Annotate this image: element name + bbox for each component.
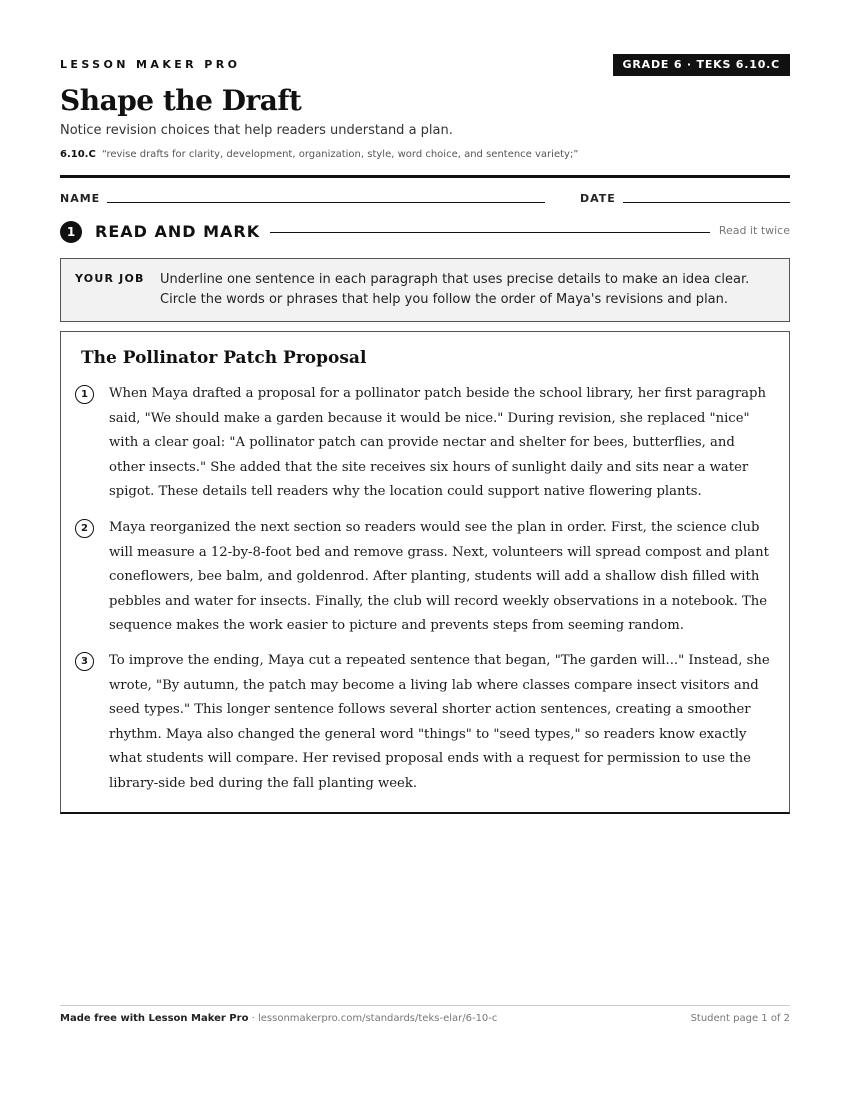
job-instruction-2: Circle the words or phrases that help you follow the order of Maya's revisions and plan. bbox=[160, 291, 729, 307]
date-label: DATE bbox=[580, 192, 616, 205]
paragraph-text: Maya reorganized the next section so readers would see the plan in order. First, the science club will measure a 12-by-8-foot bed and remove grass. Next, volunteers will spread compost and plant coneflowers, bee balm, and goldenrod. After planting, students will add a shallow dish filled with pebbles and water for insects. Finally, the club will record weekly observations in a notebook. The sequence makes the work easier to picture and prevents steps from seeming random. bbox=[109, 520, 769, 634]
paragraph-number-badge: 1 bbox=[75, 385, 94, 404]
date-line[interactable] bbox=[623, 202, 790, 203]
section-title: READ AND MARK bbox=[95, 222, 261, 241]
brand-name: LESSON MAKER PRO bbox=[60, 58, 241, 71]
grade-badge: GRADE 6 · TEKS 6.10.C bbox=[613, 54, 790, 76]
name-date-row bbox=[60, 191, 790, 207]
job-label: YOUR JOB bbox=[75, 272, 145, 285]
footer-credit bbox=[60, 1013, 497, 1024]
name-label: NAME bbox=[60, 192, 101, 205]
section-note: Read it twice bbox=[718, 224, 790, 237]
footer-page-number: Student page 1 of 2 bbox=[690, 1013, 790, 1024]
name-line[interactable] bbox=[107, 202, 545, 203]
page-subtitle: Notice revision choices that help readers understand a plan. bbox=[60, 123, 453, 138]
standard-text: “revise drafts for clarity, development, organization, style, word choice, and sentence variety;” bbox=[101, 149, 579, 160]
section-header bbox=[60, 220, 790, 244]
footer-separator: · bbox=[248, 1013, 258, 1024]
job-box bbox=[60, 258, 790, 322]
footer-made-with: Made free with Lesson Maker Pro bbox=[60, 1013, 249, 1024]
header-divider bbox=[60, 175, 790, 178]
job-instructions bbox=[160, 270, 780, 309]
footer-url[interactable]: lessonmakerpro.com/standards/teks-elar/6-10-c bbox=[257, 1013, 498, 1024]
passage-box bbox=[60, 331, 790, 814]
footer-divider bbox=[60, 1005, 790, 1006]
section-rule bbox=[270, 232, 710, 233]
standard-code: 6.10.C bbox=[60, 149, 96, 160]
section-number-badge: 1 bbox=[60, 221, 82, 243]
paragraph-number-badge: 3 bbox=[75, 652, 94, 671]
standard-reference bbox=[60, 149, 579, 160]
paragraph-text: To improve the ending, Maya cut a repeated sentence that began, "The garden will..." Instead, she wrote, "By autumn, the patch may become a living lab where classes compare insect visitors and seed types." This longer sentence follows several shorter action sentences, creating a smoother rhythm. Maya also changed the general word "things" to "seed types," so readers know exactly what students will compare. Her revised proposal ends with a request for permission to use the library-side bed during the fall planting week. bbox=[109, 653, 770, 791]
job-instruction-1: Underline one sentence in each paragraph that uses precise details to make an idea clear. bbox=[160, 272, 750, 287]
paragraph-number-badge: 2 bbox=[75, 519, 94, 538]
paragraph-text: When Maya drafted a proposal for a pollinator patch beside the school library, her first paragraph said, "We should make a garden because it would be nice." During revision, she replaced "nice" with a clear goal: "A pollinator patch can provide nectar and shelter for bees, butterflies, and other insects." She added that the site receives six hours of sunlight daily and sits near a water spigot. These details tell readers why the location could support native flowering plants. bbox=[109, 386, 766, 500]
passage-title: The Pollinator Patch Proposal bbox=[81, 348, 367, 368]
page-title: Shape the Draft bbox=[60, 84, 302, 117]
